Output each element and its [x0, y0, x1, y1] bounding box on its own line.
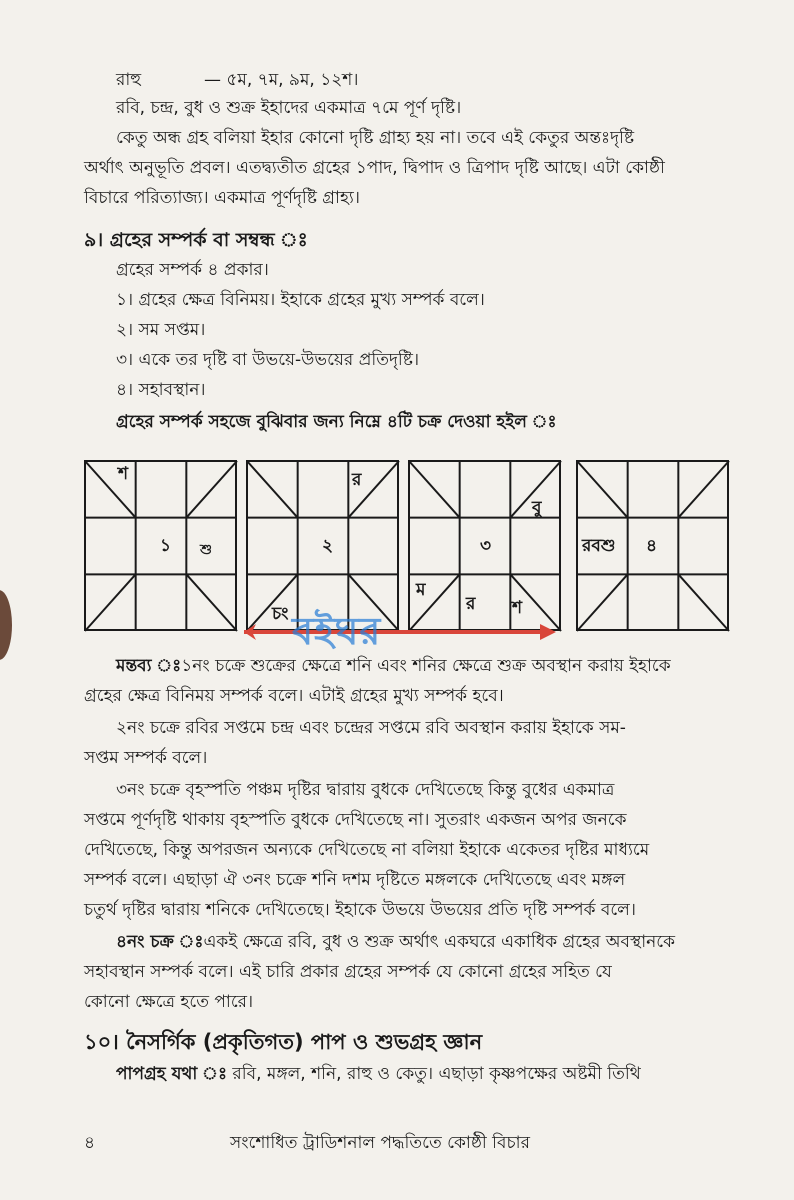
chart-2-label: চং — [272, 604, 289, 624]
chart-diagonal — [85, 574, 136, 631]
chart-4-label: রবশু — [582, 536, 616, 556]
rahu-value: — ৫ম, ৭ম, ৯ম, ১২শ। — [203, 70, 359, 90]
chart-diagonal — [409, 461, 460, 518]
chart-diagonal — [577, 461, 628, 518]
chart-3-label: শ — [512, 598, 523, 618]
remark-1-line-2: গ্রহের ক্ষেত্র বিনিময় সম্পর্ক বলে। এটাই গ্রহের মুখ্য সম্পর্ক হবে। — [84, 686, 504, 706]
remark-3-line: সপ্তমে পূর্ণদৃষ্টি থাকায় বৃহস্পতি বুধকে দেখিতেছে না। সুতরাং একজন অপর জনকে — [84, 810, 627, 830]
chart-3-label: র — [466, 594, 476, 614]
page-number: ৪ — [84, 1133, 96, 1153]
chart-diagonal — [678, 574, 729, 631]
chart-diagonal — [678, 461, 729, 518]
chart-diagonal — [577, 574, 628, 631]
chart-diagonal — [186, 574, 237, 631]
book-spine-edge — [0, 590, 12, 660]
ketu-para-line-2: অর্থাৎ অনুভূতি প্রবল। এতদ্ব্যতীত গ্রহের ১পাদ, দ্বিপাদ ও ত্রিপাদ দৃষ্টি আছে। এটা কোষ্ঠী — [84, 158, 665, 178]
remark-2-line-1: ২নং চক্রে রবির সপ্তমে চন্দ্র এবং চন্দ্রের সপ্তমে রবি অবস্থান করায় ইহাকে সম- — [116, 718, 626, 738]
remark-3-line: সম্পর্ক বলে। এছাড়া ঐ ৩নং চক্রে শনি দশম দৃষ্টিতে মঙ্গলকে দেখিতেছে এবং মঙ্গল — [84, 870, 626, 890]
section-9-heading: ৯। গ্রহের সম্পর্ক বা সম্বন্ধ ঃ — [84, 229, 308, 251]
chart-2-label: র — [352, 470, 362, 490]
section-9-item: ২। সম সপ্তম। — [116, 320, 206, 340]
chart-1-label: শ — [118, 464, 129, 484]
rahu-line — [116, 68, 358, 92]
remark-4-line-1: ৪নং চক্র ঃএকই ক্ষেত্রে রবি, বুধ ও শুক্র অর্থাৎ একঘরে একাধিক গ্রহের অবস্থানকে — [116, 932, 676, 952]
full-aspect-line: রবি, চন্দ্র, বুধ ও শুক্র ইহাদের একমাত্র ৭মে পূর্ণ দৃষ্টি। — [116, 98, 462, 118]
ketu-para-line-1: কেতু অন্ধ গ্রহ বলিয়া ইহার কোনো দৃষ্টি গ্রাহ্য হয় না। তবে এই কেতুর অন্তঃদৃষ্টি — [116, 128, 635, 148]
chart-4-label: ৪ — [646, 536, 658, 556]
section-9-item: ৩। একে তর দৃষ্টি বা উভয়ে-উভয়ের প্রতিদৃষ্টি। — [116, 350, 420, 370]
section-9-item: ৪। সহাবস্থান। — [116, 380, 206, 400]
watermark-arrow-icon — [240, 598, 560, 660]
chart-diagonal — [186, 461, 237, 518]
chart-1-label: ১ — [160, 536, 172, 556]
remark-4-line: কোনো ক্ষেত্রে হতে পারে। — [84, 992, 254, 1012]
remark-1-line-1: মন্তব্য ঃ১নং চক্রে শুক্রের ক্ষেত্রে শনি এবং শনির ক্ষেত্রে শুক্র অবস্থান করায় ইহাকে — [116, 656, 671, 676]
remark-2-line-2: সপ্তম সম্পর্ক বলে। — [84, 748, 208, 768]
ketu-para-line-3: বিচারে পরিত্যাজ্য। একমাত্র পূর্ণদৃষ্টি গ্রাহ্য। — [84, 188, 360, 208]
chart-diagonal — [247, 461, 298, 518]
remark-3-line: দেখিতেছে, কিন্তু অপরজন অন্যকে দেখিতেছে না বলিয়া ইহাকে একেতর দৃষ্টির মাধ্যমে — [84, 840, 650, 860]
chart-4 — [576, 460, 730, 632]
rahu-label: রাহু — [116, 70, 142, 90]
remark-3-line: চতুর্থ দৃষ্টির দ্বারায় শনিকে দেখিতেছে। ইহাকে উভয়ে উভয়ের প্রতি দৃষ্টি সম্পর্ক বলে। — [84, 900, 636, 920]
chart-diagonal — [85, 461, 136, 518]
section-10-heading: ১০। নৈসর্গিক (প্রকৃতিগত) পাপ ও শুভগ্রহ জ্ঞান — [84, 1030, 483, 1054]
watermark-text: বইঘর — [292, 609, 382, 653]
remark-label: ৪নং চক্র ঃ — [116, 932, 204, 952]
chart-3-label: ৩ — [480, 536, 492, 556]
chart-1-label: শু — [200, 542, 213, 558]
chart-3-label: ম — [416, 580, 426, 600]
charts-intro: গ্রহের সম্পর্ক সহজে বুঝিবার জন্য নিম্নে ৪টি চক্র দেওয়া হইল ঃ — [116, 412, 557, 432]
malefic-label: পাপগ্রহ যথা ঃ — [116, 1064, 228, 1084]
section-9-item: ১। গ্রহের ক্ষেত্র বিনিময়। ইহাকে গ্রহের মুখ্য সম্পর্ক বলে। — [116, 290, 485, 310]
chart-2-label: ২ — [322, 536, 334, 556]
remark-label: মন্তব্য ঃ — [116, 656, 182, 676]
section-9-item: গ্রহের সম্পর্ক ৪ প্রকার। — [116, 260, 269, 280]
watermark-logo — [240, 598, 560, 660]
chart-3-label: বু — [532, 498, 542, 518]
book-title: সংশোধিত ট্রাডিশনাল পদ্ধতিতে কোষ্ঠী বিচার — [230, 1133, 530, 1153]
section-10-line: পাপগ্রহ যথা ঃ রবি, মঙ্গল, শনি, রাহু ও কেতু। এছাড়া কৃষ্ণপক্ষের অষ্টমী তিথি — [116, 1064, 641, 1084]
remark-4-line: সহাবস্থান সম্পর্ক বলে। এই চারি প্রকার গ্রহের সম্পর্ক যে কোনো গ্রহের সহিত যে — [84, 962, 612, 982]
remark-3-line: ৩নং চক্রে বৃহস্পতি পঞ্চম দৃষ্টির দ্বারায় বুধকে দেখিতেছে কিন্তু বুধের একমাত্র — [116, 780, 615, 800]
chart-1 — [84, 460, 238, 632]
